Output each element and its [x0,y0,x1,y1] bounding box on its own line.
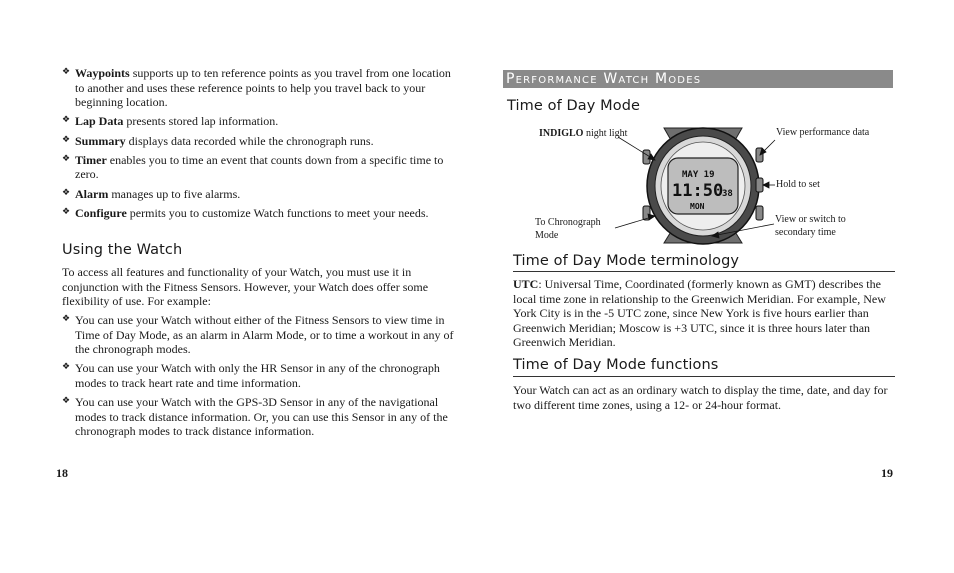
list-item: ❖ Summary displays data recorded while the chronograph runs. [62,133,374,148]
list-item: ❖ Waypoints supports up to ten reference points as you travel from one location to another and uses these reference points to help you travel back to your beginning location. [62,66,451,110]
list-item: ❖ Lap Data presents stored lap information. [62,114,279,129]
utc-paragraph: UTC: Universal Time, Coordinated (formerly known as GMT) describes the local time zone in relationship to the Greenwich Meridian. For example, New York City is in the -5 UTC zone, since New York is five hours earlier than Greenwich Meridian; Moscow is +3 UTC, since it is three hours later than Greenwich Meridian. [513,277,886,350]
lcd-date: MAY 19 [682,170,715,180]
diamond-bullet-icon: ❖ [62,314,71,324]
callout-indiglo: INDIGLO night light [539,128,628,139]
page-number-left: 18 [56,466,68,480]
list-item: ❖ Alarm manages up to five alarms. [62,186,241,201]
diamond-bullet-icon: ❖ [62,67,71,77]
diamond-bullet-icon: ❖ [62,115,71,126]
list-item: ❖ Configure permits you to customize Watch functions to meet your needs. [62,205,429,220]
page-number-right: 19 [881,466,893,480]
heading-underline [513,376,895,377]
lcd-time: 11:50 [672,181,724,201]
heading-terminology: Time of Day Mode terminology [513,253,740,269]
heading-underline [513,271,895,272]
list-item: ❖ You can use your Watch with only the HR Sensor in any of the chronograph modes to track heart rate and time information. [62,361,440,390]
lcd-seconds: 38 [722,189,733,199]
heading-time-of-day-mode: Time of Day Mode [507,98,641,114]
intro-paragraph: To access all features and functionality of your Watch, you must use it in conjunction with the Fitness Sensors. However, your Watch does offer some flexibility of use. For example: [62,265,429,309]
diamond-bullet-icon: ❖ [62,206,71,217]
diamond-bullet-icon: ❖ [62,396,71,407]
diamond-bullet-icon: ❖ [62,134,71,145]
list-item: ❖ Timer enables you to time an event that counts down from a specific time to zero. [62,152,444,182]
callout-view-switch: View or switch to secondary time [775,214,846,238]
heading-functions: Time of Day Mode functions [513,357,719,373]
diamond-bullet-icon: ❖ [62,187,71,198]
list-item: ❖ You can use your Watch without either of the Fitness Sensors to view time in Time of Day Mode, as an alarm in Alarm Mode, or to time a workout in any of the chronograph modes. [62,313,454,357]
diamond-bullet-icon: ❖ [62,153,71,164]
diamond-bullet-icon: ❖ [62,362,71,373]
functions-paragraph: Your Watch can act as an ordinary watch to display the time, date, and day for two different time zones, using a 12- or 24-hour format. [513,383,888,412]
callout-view-performance: View performance data [776,127,870,138]
banner-title: Performance Watch Modes [506,71,702,87]
lcd-day: MON [690,202,705,211]
callout-hold-to-set: Hold to set [776,179,820,190]
stop-reset-button [756,206,763,220]
callout-to-chronograph: To Chronograph Mode [535,217,601,241]
list-item: ❖ You can use your Watch with the GPS-3D Sensor in any of the navigational modes to track distance information. Or, you can use this Sensor in any of the chronograph modes to track distance information. [62,395,448,439]
section-heading-using-watch: Using the Watch [62,242,183,258]
set-button [756,178,763,192]
